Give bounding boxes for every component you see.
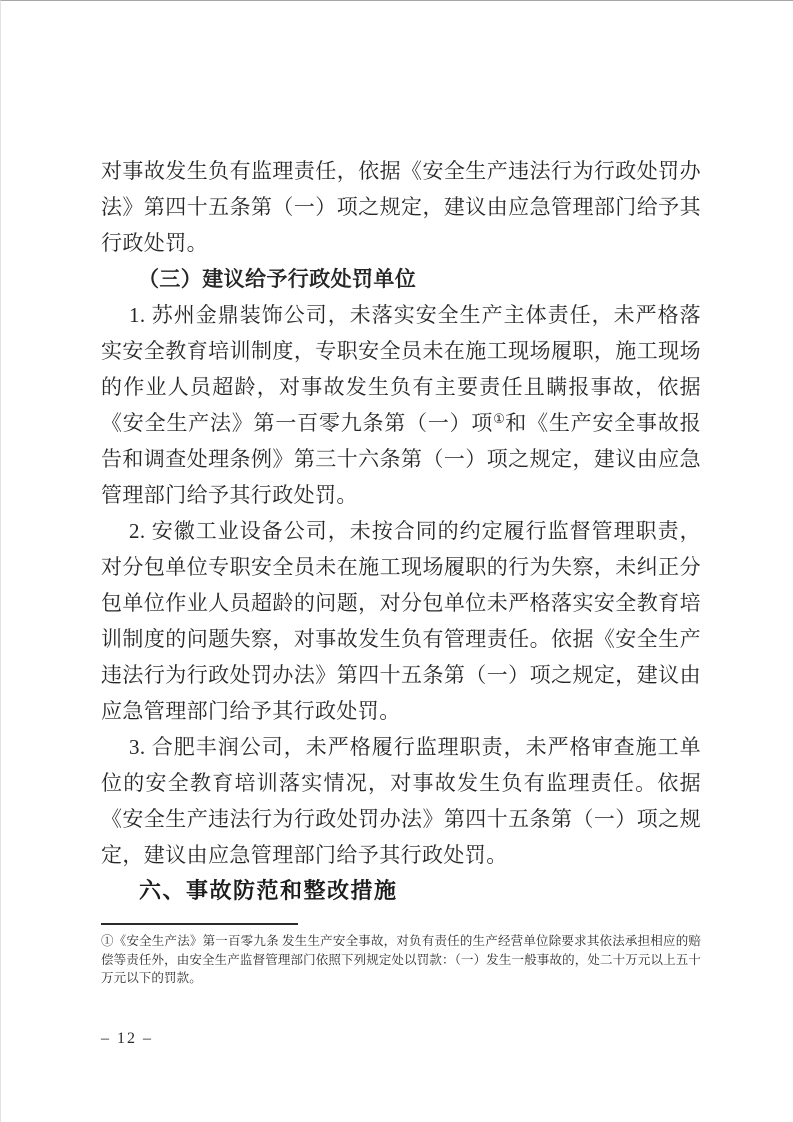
item1-text-after: 和《生产安全事故报告和调查处理条例》第三十六条第（一）项之规定，建议由应急管理部门给予其行政处罚。 — [101, 411, 702, 507]
footnote-reference-1: ① — [493, 411, 506, 426]
paragraph-item-1 — [101, 297, 701, 513]
subheading-penalty-units: （三）建议给予行政处罚单位 — [138, 267, 417, 291]
paragraph-item-3: 3. 合肥丰润公司，未严格履行监理职责，未严格审查施工单位的安全教育培训落实情况，对事故发生负有监理责任。依据《安全生产违法行为行政处罚办法》第四十五条第（一）项之规定，建议由应急管理部门给予其行政处罚。 — [101, 735, 701, 867]
footnote-separator-rule — [101, 923, 298, 925]
footnote-area — [101, 923, 701, 988]
item1-text-before: 1. 苏州金鼎装饰公司，未落实安全生产主体责任，未严格落实安全教育培训制度，专职安全员未在施工现场履职，施工现场的作业人员超龄，对事故发生负有主要责任且瞒报事故，依据《安全生产法》第一百零九条第（一）项 — [101, 303, 701, 435]
page-number: – 12 – — [101, 1030, 153, 1047]
section-heading-six: 六、事故防范和整改措施 — [139, 878, 398, 903]
paragraph-continuation: 对事故发生负有监理责任，依据《安全生产违法行为行政处罚办法》第四十五条第（一）项之规定，建议由应急管理部门给予其行政处罚。 — [101, 159, 701, 255]
footnote-body: 《安全生产法》第一百零九条 发生生产安全事故，对负有责任的生产经营单位除要求其依法承担相应的赔偿等责任外，由安全生产监督管理部门依照下列规定处以罚款：（一）发生一般事故的，处二十万元以上五十万元以下的罚款。 — [101, 934, 701, 985]
document-body — [101, 153, 701, 909]
paragraph-item-2: 2. 安徽工业设备公司，未按合同的约定履行监督管理职责，对分包单位专职安全员未在施工现场履职的行为失察，未纠正分包单位作业人员超龄的问题，对分包单位未严格落实安全教育培训制度的问题失察，对事故发生负有管理责任。依据《安全生产违法行为行政处罚办法》第四十五条第（一）项之规定，建议由应急管理部门给予其行政处罚。 — [101, 519, 701, 723]
footnote-marker: ① — [101, 934, 114, 948]
footnote-text — [101, 932, 701, 988]
